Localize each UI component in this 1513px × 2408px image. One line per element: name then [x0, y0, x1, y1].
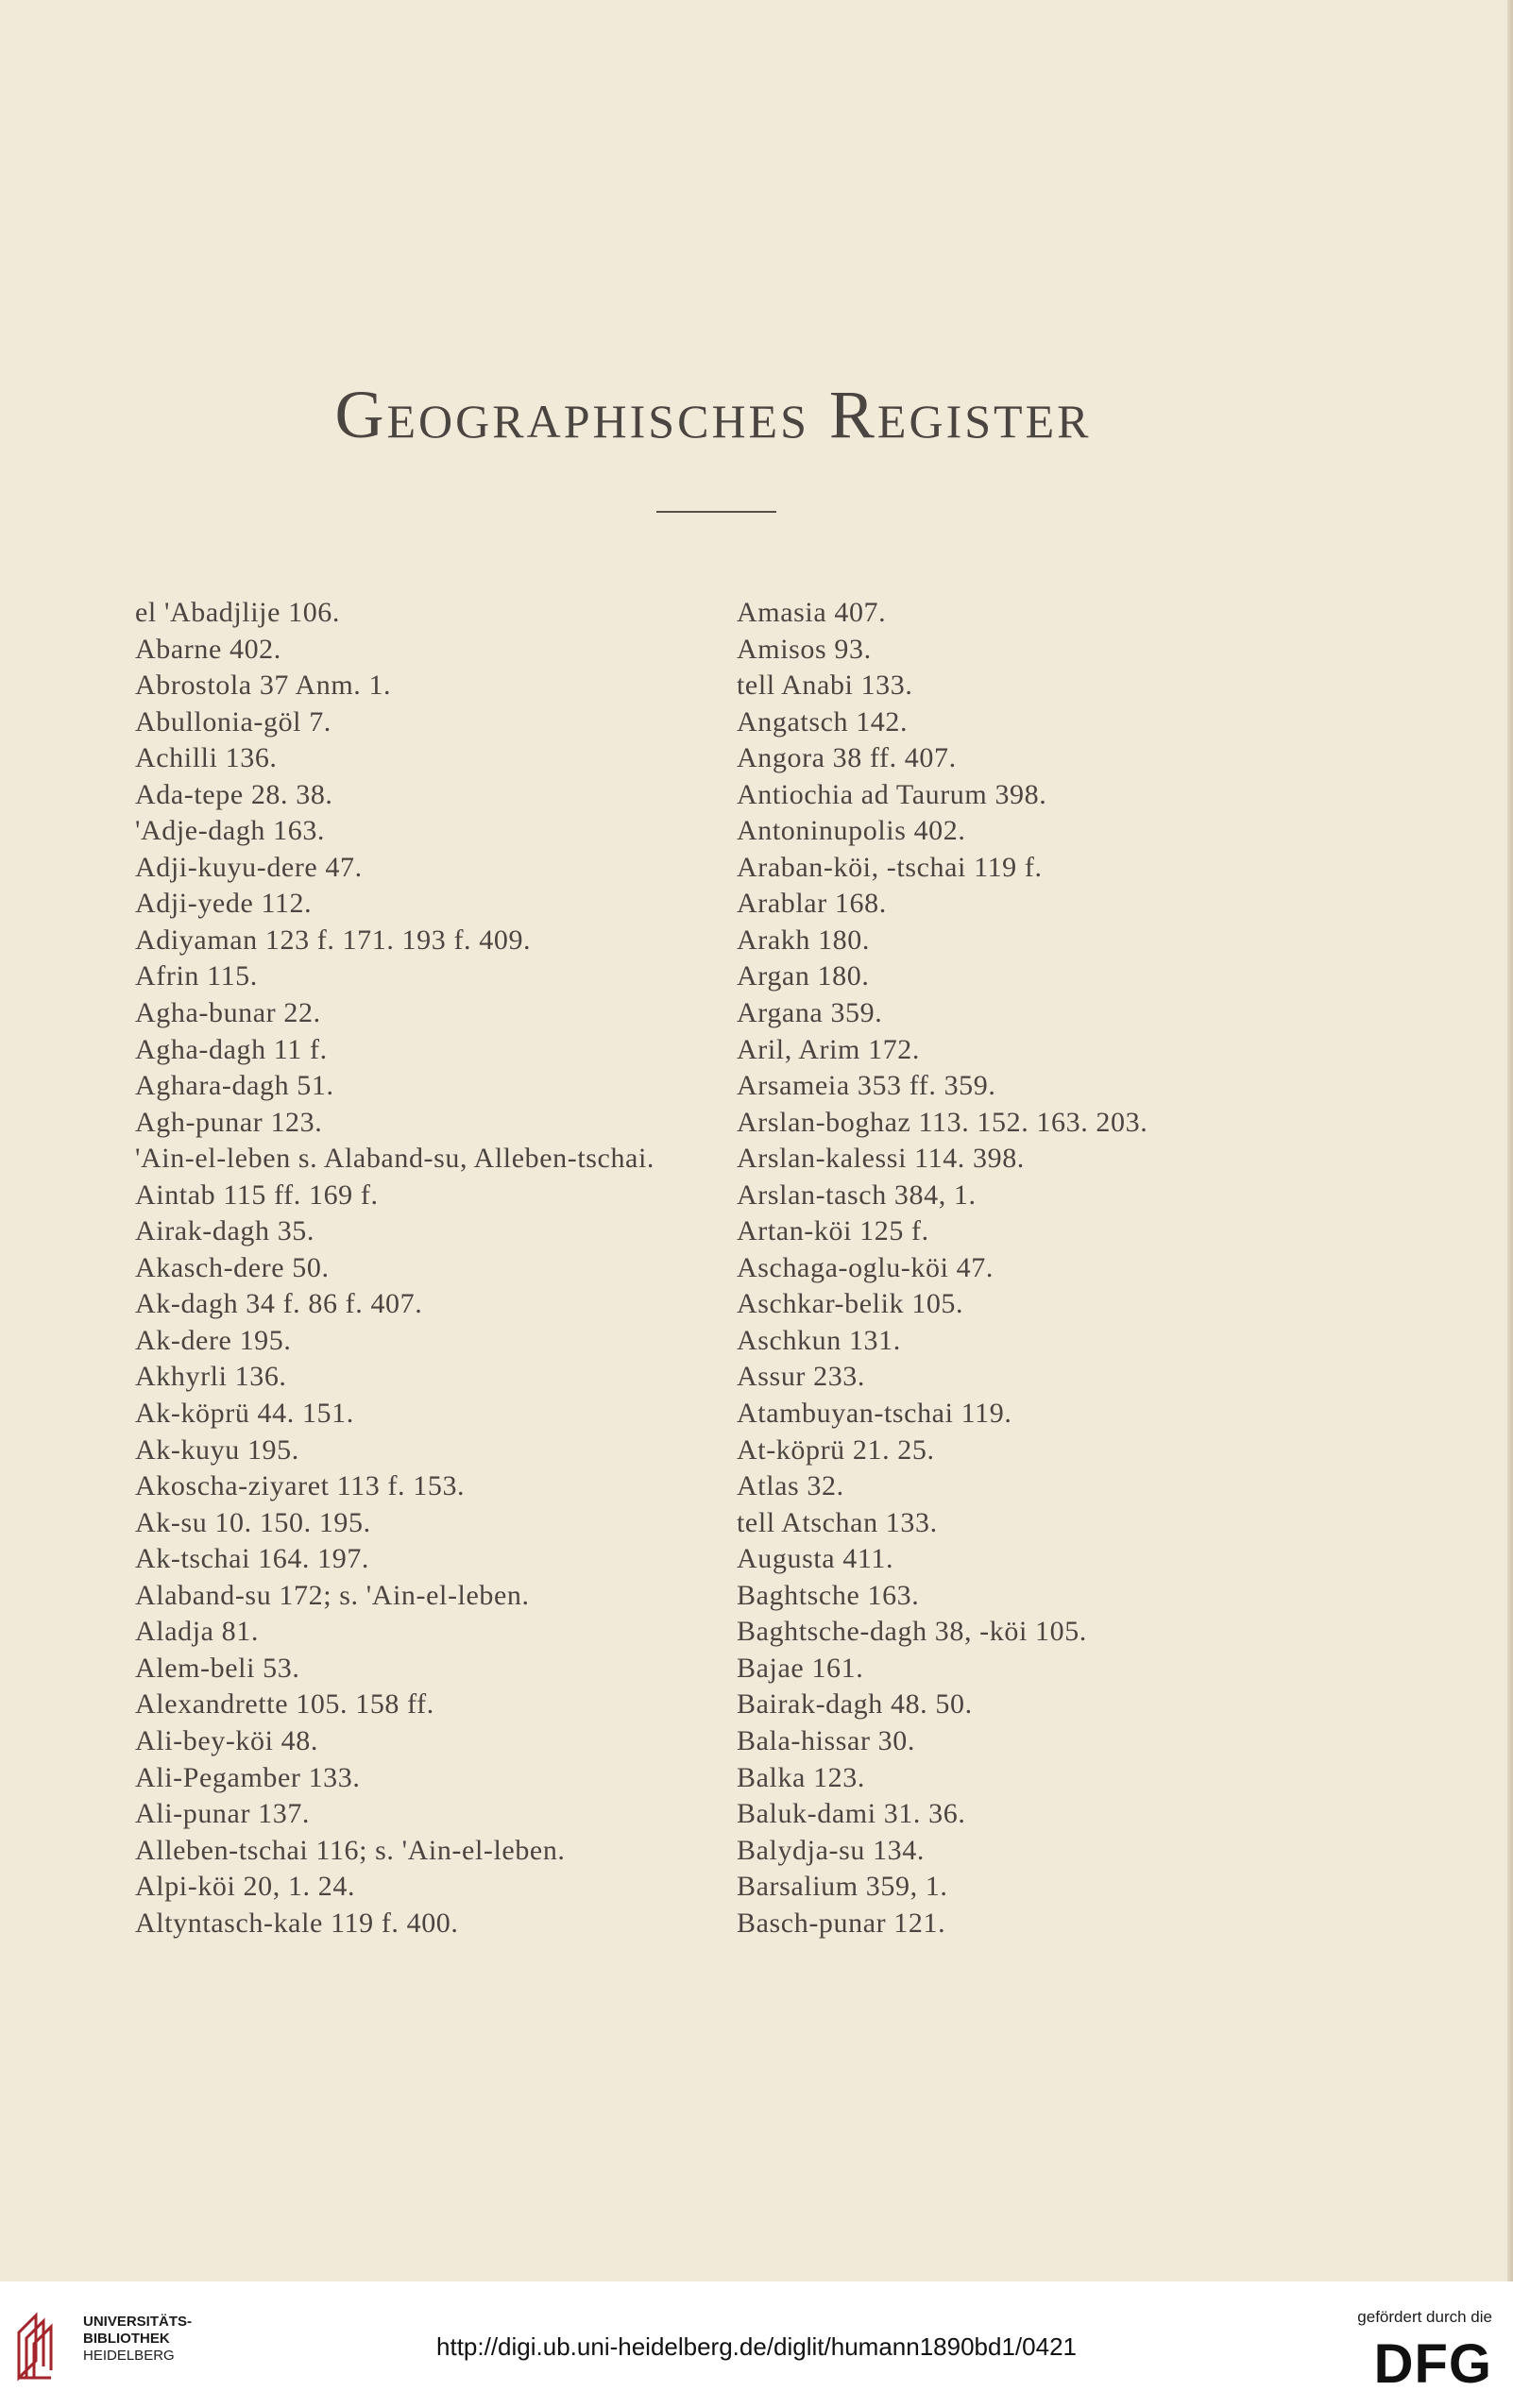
index-left-entry: 'Adje-dagh 163. [135, 815, 326, 847]
index-right-entry: Arakh 180. [737, 924, 870, 956]
index-column-right [737, 595, 1148, 1942]
index-left-entry: Aintab 115 ff. 169 f. [135, 1179, 379, 1211]
index-left-entry: Alaband-su 172; s. 'Ain-el-leben. [135, 1579, 530, 1611]
index-left-entry: Aghara-dagh 51. [135, 1070, 334, 1102]
index-left-entry: Ak-tschai 164. 197. [135, 1543, 370, 1575]
index-right-entry: Assur 233. [737, 1361, 866, 1393]
sponsor-caption: gefördert durch die [1357, 2308, 1492, 2326]
index-left-entry: Adiyaman 123 f. 171. 193 f. 409. [135, 924, 532, 956]
index-left-entry: Aladja 81. [135, 1616, 259, 1648]
index-left-entry: Abrostola 37 Anm. 1. [135, 670, 392, 702]
index-left-entry: Akasch-dere 50. [135, 1251, 330, 1283]
index-right-entry: Arslan-kalessi 114. 398. [737, 1143, 1025, 1175]
index-right-entry: tell Anabi 133. [737, 670, 913, 702]
index-left-entry: el 'Abadjlije 106. [135, 597, 340, 628]
index-right-entry: Baghtsche-dagh 38, -köi 105. [737, 1616, 1087, 1648]
index-right-entry: Baluk-dami 31. 36. [737, 1798, 966, 1830]
index-right-entry: At-köprü 21. 25. [737, 1433, 935, 1466]
index-left-entry: Altyntasch-kale 119 f. 400. [135, 1907, 459, 1939]
index-right-entry: Aschaga-oglu-köi 47. [737, 1251, 994, 1283]
library-line-3: HEIDELBERG [83, 2348, 175, 2364]
index-right-entry: Artan-köi 125 f. [737, 1215, 929, 1247]
viewer-footer [0, 2281, 1513, 2408]
index-left-entry: Ak-köprü 44. 151. [135, 1398, 354, 1430]
index-right-entry: Amasia 407. [737, 597, 887, 628]
index-left-entry: Alexandrette 105. 158 ff. [135, 1688, 434, 1721]
index-left-entry: Agha-bunar 22. [135, 997, 321, 1029]
index-left-entry: Ak-dere 195. [135, 1324, 292, 1356]
index-right-entry: Baghtsche 163. [737, 1579, 920, 1611]
index-right-entry: Aril, Arim 172. [737, 1033, 920, 1065]
permalink-url[interactable]: http://digi.ub.uni-heidelberg.de/diglit/humann1890bd1/0421 [436, 2332, 1077, 2361]
index-left-entry: Adji-kuyu-dere 47. [135, 851, 363, 883]
index-right-entry: Angatsch 142. [737, 705, 909, 738]
index-left-entry: Akhyrli 136. [135, 1361, 287, 1393]
index-left-entry: Ak-dagh 34 f. 86 f. 407. [135, 1288, 423, 1320]
index-right-entry: Antiochia ad Taurum 398. [737, 778, 1047, 810]
library-line-2: BIBLIOTHEK [83, 2331, 170, 2347]
index-left-entry: Agh-punar 123. [135, 1106, 323, 1138]
index-left-entry: 'Ain-el-leben s. Alaband-su, Alleben-tschai. [135, 1143, 654, 1175]
index-right-entry: Antoninupolis 402. [737, 815, 966, 847]
index-left-entry: Ada-tepe 28. 38. [135, 778, 333, 810]
index-right-entry: Basch-punar 121. [737, 1907, 946, 1939]
index-right-entry: Amisos 93. [737, 633, 872, 665]
index-right-entry: Arablar 168. [737, 888, 887, 920]
index-right-entry: Balka 123. [737, 1761, 865, 1793]
index-left-entry: Ali-bey-köi 48. [135, 1724, 318, 1756]
index-left-entry: Ak-su 10. 150. 195. [135, 1506, 371, 1538]
index-right-entry: Arslan-tasch 384, 1. [737, 1179, 977, 1211]
index-right-entry: Arslan-boghaz 113. 152. 163. 203. [737, 1106, 1148, 1138]
index-right-entry: Balydja-su 134. [737, 1834, 925, 1866]
index-left-entry: Ali-punar 137. [135, 1798, 311, 1830]
index-right-entry: Barsalium 359, 1. [737, 1871, 948, 1903]
index-left-entry: Ali-Pegamber 133. [135, 1761, 361, 1793]
index-left-entry: Airak-dagh 35. [135, 1215, 315, 1247]
index-right-entry: Argana 359. [737, 997, 883, 1029]
index-left-entry: Abullonia-göl 7. [135, 705, 332, 738]
index-left-entry: Alem-beli 53. [135, 1652, 300, 1684]
index-right-entry: Augusta 411. [737, 1543, 894, 1575]
index-left-entry: Adji-yede 112. [135, 888, 313, 920]
index-right-entry: Arsameia 353 ff. 359. [737, 1070, 996, 1102]
index-right-entry: Bairak-dagh 48. 50. [737, 1688, 973, 1721]
index-right-entry: Argan 180. [737, 960, 870, 992]
index-right-entry: Atlas 32. [737, 1470, 844, 1502]
index-right-entry: Angora 38 ff. 407. [737, 742, 957, 774]
library-line-1: UNIVERSITÄTS- [83, 2314, 193, 2330]
dfg-logo: DFG [1373, 2333, 1492, 2395]
page-title: Geographisches Register [334, 377, 1092, 452]
index-right-entry: Araban-köi, -tschai 119 f. [737, 851, 1043, 883]
index-right-entry: Bajae 161. [737, 1652, 864, 1684]
index-left-entry: Afrin 115. [135, 960, 258, 992]
index-left-entry: Agha-dagh 11 f. [135, 1033, 328, 1065]
index-right-entry: Aschkun 131. [737, 1324, 901, 1356]
index-right-entry: Atambuyan-tschai 119. [737, 1398, 1012, 1430]
index-left-entry: Ak-kuyu 195. [135, 1433, 299, 1466]
index-left-entry: Akoscha-ziyaret 113 f. 153. [135, 1470, 466, 1502]
index-right-entry: Aschkar-belik 105. [737, 1288, 964, 1320]
index-column-left [135, 595, 654, 1942]
index-left-entry: Abarne 402. [135, 633, 281, 665]
index-left-entry: Achilli 136. [135, 742, 278, 774]
title-rule [656, 511, 776, 513]
index-right-entry: Bala-hissar 30. [737, 1724, 915, 1756]
index-left-entry: Alpi-köi 20, 1. 24. [135, 1871, 356, 1903]
index-left-entry: Alleben-tschai 116; s. 'Ain-el-leben. [135, 1834, 566, 1866]
index-right-entry: tell Atschan 133. [737, 1506, 938, 1538]
